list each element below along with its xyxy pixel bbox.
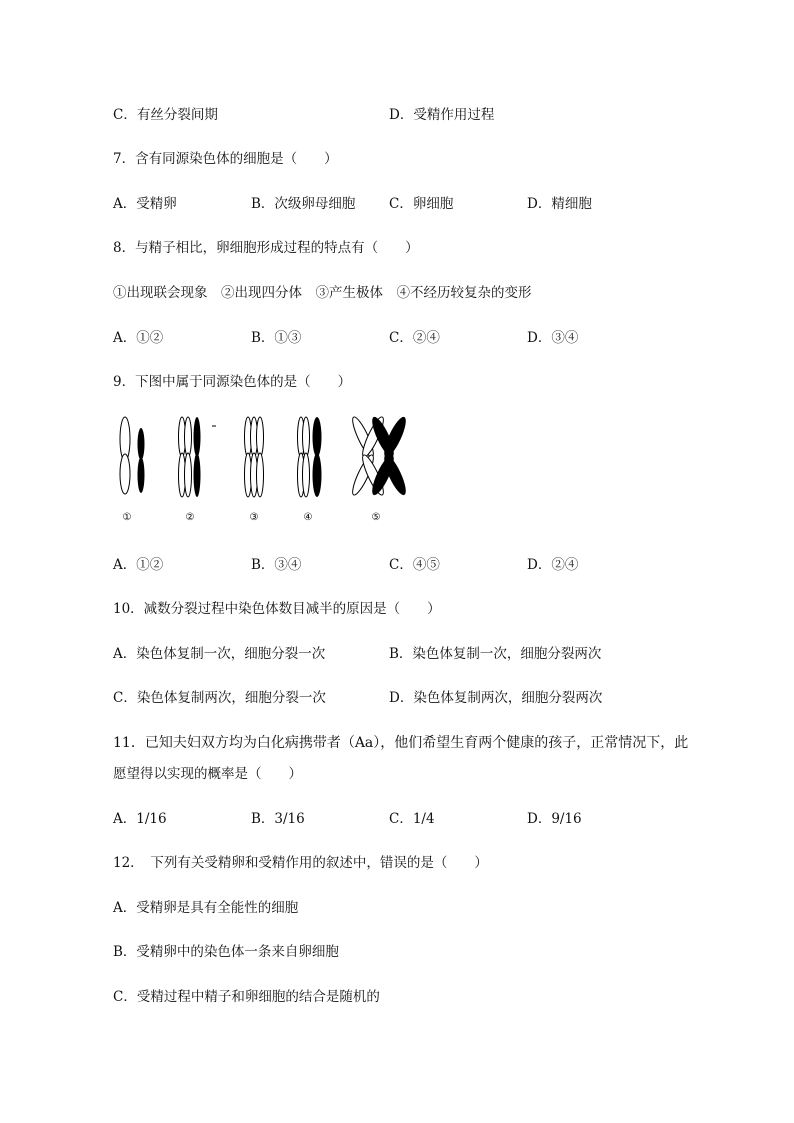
- chromosome-pair-4: [298, 417, 322, 497]
- figure-label-5: ⑤: [371, 512, 381, 523]
- q8-items: ①出现联会现象 ②出现四分体 ③产生极体 ④不经历较复杂的变形: [113, 285, 532, 301]
- q11-option-d: D．9/16: [527, 811, 582, 827]
- q6-option-c: C．有丝分裂间期: [113, 107, 218, 123]
- q11-stem-line2: 愿望得以实现的概率是（ ）: [113, 766, 302, 782]
- chromosome-pair-2: [179, 417, 217, 497]
- chromosome-pair-3: [245, 417, 264, 497]
- q8-option-a: A．①②: [113, 330, 164, 346]
- q12-option-a: A．受精卵是具有全能性的细胞: [113, 900, 299, 916]
- q7-option-a: A．受精卵: [113, 196, 177, 212]
- q12-option-c: C．受精过程中精子和卵细胞的结合是随机的: [113, 989, 380, 1005]
- chromosome-pair-5: [349, 415, 410, 498]
- q8-option-b: B．①③: [251, 330, 302, 346]
- q12-stem: 12． 下列有关受精卵和受精作用的叙述中，错误的是（ ）: [113, 855, 488, 871]
- figure-label-2: ②: [185, 512, 195, 523]
- q10-option-d: D．染色体复制两次，细胞分裂两次: [389, 690, 603, 706]
- q11-stem-line1: 11．已知夫妇双方均为白化病携带者（Aa），他们希望生育两个健康的孩子，正常情况下，此: [113, 735, 689, 751]
- q10-option-c: C．染色体复制两次，细胞分裂一次: [113, 690, 326, 706]
- q10-option-a: A．染色体复制一次，细胞分裂一次: [113, 646, 326, 662]
- q7-option-b: B．次级卵母细胞: [251, 196, 356, 212]
- q6-option-d: D．受精作用过程: [389, 107, 495, 123]
- figure-label-3: ③: [249, 512, 259, 523]
- q9-option-b: B．③④: [251, 557, 302, 573]
- q9-option-d: D．②④: [527, 557, 579, 573]
- q9-option-c: C．④⑤: [389, 557, 440, 573]
- chromosome-pair-1: [120, 417, 145, 494]
- q9-stem: 9．下图中属于同源染色体的是（ ）: [113, 374, 352, 390]
- q12-option-b: B．受精卵中的染色体一条来自卵细胞: [113, 944, 339, 960]
- q11-option-a: A．1/16: [113, 811, 167, 827]
- q7-option-d: D．精细胞: [527, 196, 592, 212]
- chromosome-figure: [110, 412, 420, 527]
- q11-option-c: C．1/4: [389, 811, 435, 827]
- q8-option-c: C．②④: [389, 330, 440, 346]
- q8-option-d: D．③④: [527, 330, 579, 346]
- figure-label-4: ④: [303, 512, 313, 523]
- q7-stem: 7．含有同源染色体的细胞是（ ）: [113, 151, 338, 167]
- q10-stem: 10．减数分裂过程中染色体数目减半的原因是（ ）: [113, 601, 441, 617]
- q9-option-a: A．①②: [113, 557, 164, 573]
- q7-option-c: C．卵细胞: [389, 196, 454, 212]
- q8-stem: 8．与精子相比，卵细胞形成过程的特点有（ ）: [113, 240, 419, 256]
- q11-option-b: B．3/16: [251, 811, 305, 827]
- figure-label-1: ①: [122, 512, 132, 523]
- q10-option-b: B．染色体复制一次，细胞分裂两次: [389, 646, 602, 662]
